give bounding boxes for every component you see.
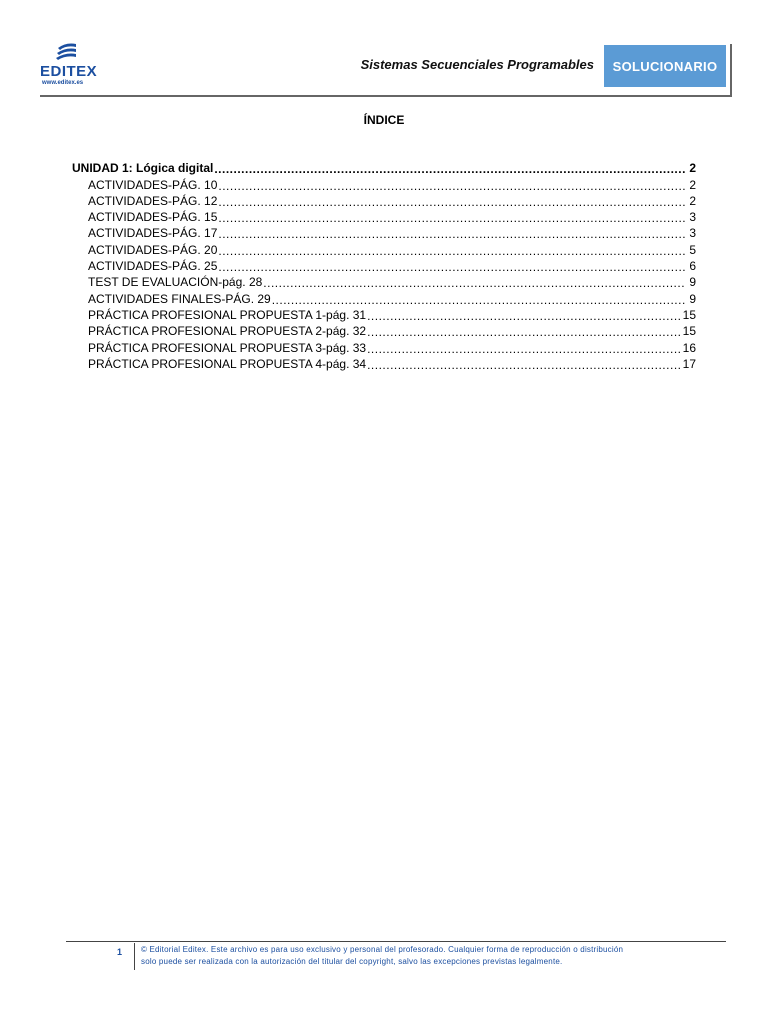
footer-divider-vertical	[134, 943, 135, 970]
toc-entry-page: 2	[689, 177, 696, 192]
table-of-contents	[72, 159, 696, 371]
toc-entry-page: 9	[689, 291, 696, 306]
toc-entry[interactable]	[72, 240, 696, 256]
toc-entry-label: PRÁCTICA PROFESIONAL PROPUESTA 2-pág. 32	[88, 324, 367, 339]
copyright-notice	[141, 944, 726, 968]
toc-dot-leader	[218, 180, 685, 192]
toc-dot-leader	[367, 310, 682, 322]
toc-entry[interactable]	[72, 208, 696, 224]
header-divider-vertical	[730, 44, 732, 95]
toc-entry-page: 6	[689, 259, 696, 274]
toc-entry-page: 15	[682, 324, 696, 339]
editex-logo-icon	[54, 42, 78, 62]
toc-entry-page: 9	[689, 275, 696, 290]
toc-dot-leader	[218, 228, 685, 240]
toc-entry[interactable]	[72, 338, 696, 354]
page-number: 1	[117, 947, 123, 957]
toc-entry[interactable]	[72, 175, 696, 191]
toc-entry-label: PRÁCTICA PROFESIONAL PROPUESTA 3-pág. 33	[88, 340, 367, 355]
toc-dot-leader	[214, 163, 685, 175]
toc-dot-leader	[367, 343, 682, 355]
header-divider	[40, 95, 732, 97]
toc-entry[interactable]	[72, 355, 696, 371]
toc-entry[interactable]	[72, 224, 696, 240]
toc-entry[interactable]	[72, 257, 696, 273]
toc-entry-page: 2	[689, 161, 696, 176]
toc-dot-leader	[218, 212, 685, 224]
toc-entry[interactable]	[72, 322, 696, 338]
toc-entry-page: 15	[682, 307, 696, 322]
toc-entry-page: 5	[689, 242, 696, 257]
footer-divider	[66, 941, 726, 942]
toc-entry-label: ACTIVIDADES-PÁG. 17	[88, 226, 218, 241]
toc-dot-leader	[218, 261, 685, 273]
editex-logo	[40, 42, 104, 96]
toc-dot-leader	[367, 359, 682, 371]
toc-entry-label: ACTIVIDADES FINALES-PÁG. 29	[88, 291, 271, 306]
document-title: Sistemas Secuenciales Programables	[360, 57, 594, 72]
toc-entry[interactable]	[72, 192, 696, 208]
toc-entry-label: ACTIVIDADES-PÁG. 20	[88, 242, 218, 257]
toc-entry-label: TEST DE EVALUACIÓN-pág. 28	[88, 275, 263, 290]
logo-text: EDITEX	[40, 63, 98, 80]
index-title: ÍNDICE	[363, 113, 405, 127]
toc-entry-label: UNIDAD 1: Lógica digital	[72, 161, 214, 176]
toc-entry-label: ACTIVIDADES-PÁG. 10	[88, 177, 218, 192]
copyright-line-1: © Editorial Editex. Este archivo es para uso exclusivo y personal del profesorado. Cualquier forma de reproducción o distribución	[141, 945, 624, 954]
toc-entry[interactable]	[72, 289, 696, 305]
toc-unit-entry[interactable]	[72, 159, 696, 175]
toc-entry-label: PRÁCTICA PROFESIONAL PROPUESTA 1-pág. 31	[88, 307, 367, 322]
toc-entry-label: ACTIVIDADES-PÁG. 25	[88, 259, 218, 274]
toc-entry-page: 3	[689, 210, 696, 225]
toc-entry-label: ACTIVIDADES-PÁG. 15	[88, 210, 218, 225]
copyright-line-2: solo puede ser realizada con la autorización del titular del copyright, salvo las excepciones previstas legalmente.	[141, 957, 563, 966]
toc-entry-page: 16	[682, 340, 696, 355]
toc-entry[interactable]	[72, 273, 696, 289]
logo-url: www.editex.es	[42, 80, 84, 86]
toc-entry-page: 3	[689, 226, 696, 241]
toc-entry[interactable]	[72, 306, 696, 322]
toc-dot-leader	[272, 294, 685, 306]
solucionario-badge: SOLUCIONARIO	[604, 45, 726, 87]
toc-entry-label: ACTIVIDADES-PÁG. 12	[88, 193, 218, 208]
toc-entry-label: PRÁCTICA PROFESIONAL PROPUESTA 4-pág. 34	[88, 356, 367, 371]
toc-dot-leader	[218, 196, 685, 208]
toc-dot-leader	[367, 326, 682, 338]
toc-entry-page: 2	[689, 193, 696, 208]
toc-dot-leader	[218, 245, 685, 257]
toc-dot-leader	[263, 277, 685, 289]
toc-entry-page: 17	[682, 356, 696, 371]
